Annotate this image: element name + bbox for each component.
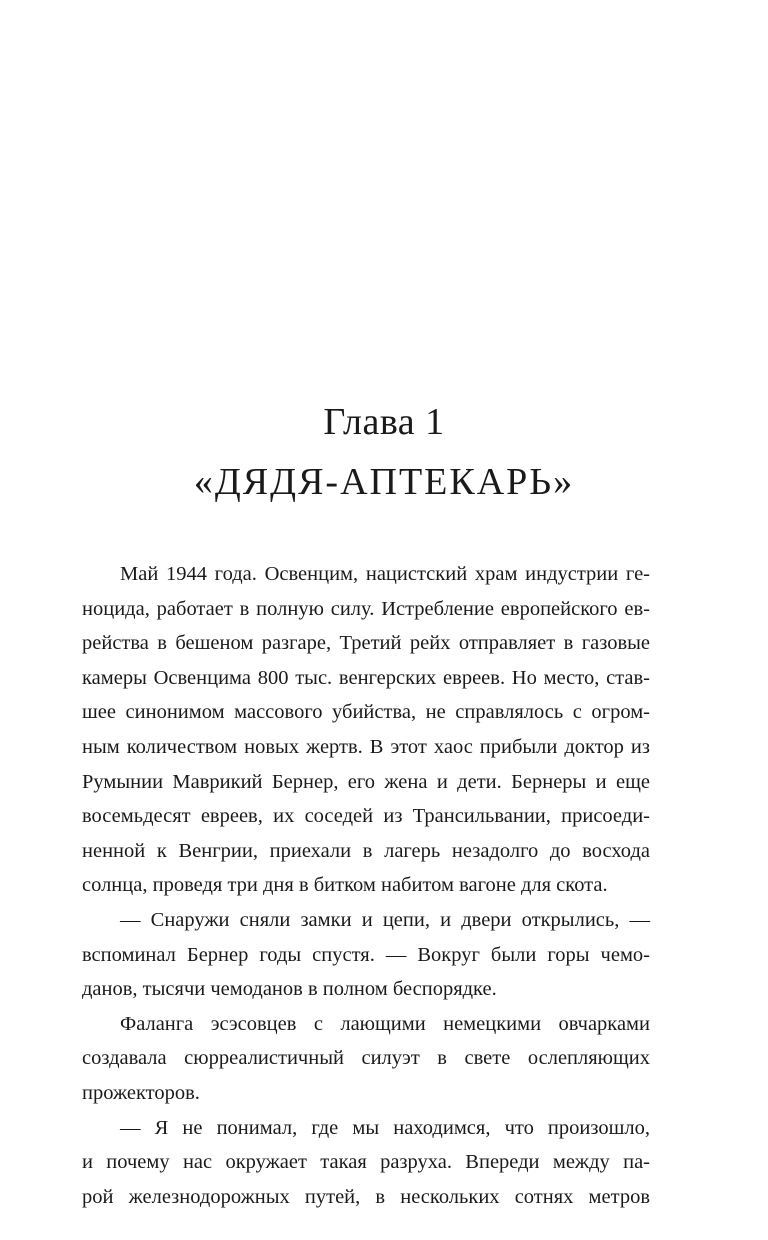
paragraph-first-line: Фаланга эсэсовцев с лающими немецкими овчарками bbox=[120, 1012, 650, 1035]
paragraph-first-line: Май 1944 года. Освенцим, нацистский храм индустрии ге- bbox=[120, 563, 650, 585]
paragraph-line: ноцида, работает в полную силу. Истребление европейского ев- bbox=[82, 597, 650, 620]
paragraph-line: создавала сюрреалистичный силуэт в свете ослепляющих bbox=[82, 1047, 650, 1070]
chapter-title: «ДЯДЯ-АПТЕКАРЬ» bbox=[193, 461, 575, 503]
chapter-number: Глава 1 bbox=[323, 401, 445, 443]
paragraph-line: восемьдесят евреев, их соседей из Трансильвании, присоеди- bbox=[82, 805, 650, 828]
paragraph-line: камеры Освенцима 800 тыс. венгерских евреев. Но место, став- bbox=[82, 666, 650, 689]
paragraph-line: вспоминал Бернер годы спустя. — Вокруг были горы чемо- bbox=[82, 943, 650, 966]
paragraph-line: ненной к Венгрии, приехали в лагерь незадолго до восхода bbox=[82, 839, 650, 862]
paragraph-first-line: — Снаружи сняли замки и цепи, и двери открылись, — bbox=[120, 908, 650, 931]
chapter-body bbox=[82, 557, 650, 1214]
paragraph-line: прожекторов. bbox=[82, 1081, 200, 1104]
paragraph-line: данов, тысячи чемоданов в полном беспорядке. bbox=[82, 978, 497, 1001]
paragraph-line: Румынии Маврикий Бернер, его жена и дети. Бернеры и еще bbox=[82, 770, 650, 793]
paragraph-line: солнца, проведя три дня в битком набитом вагоне для скота. bbox=[82, 874, 608, 897]
paragraph-line: шее синонимом массового убийства, не справлялось с огром- bbox=[82, 701, 650, 724]
paragraph-line: рейства в бешеном разгаре, Третий рейх отправляет в газовые bbox=[82, 632, 650, 655]
paragraph-line: и почему нас окружает такая разруха. Впереди между па- bbox=[82, 1151, 650, 1174]
paragraph-first-line: — Я не понимал, где мы находимся, что произошло, bbox=[120, 1116, 650, 1139]
paragraph-line: ным количеством новых жертв. В этот хаос прибыли доктор из bbox=[82, 735, 650, 758]
paragraph-line: рой железнодорожных путей, в нескольких сотнях метров bbox=[82, 1185, 650, 1208]
